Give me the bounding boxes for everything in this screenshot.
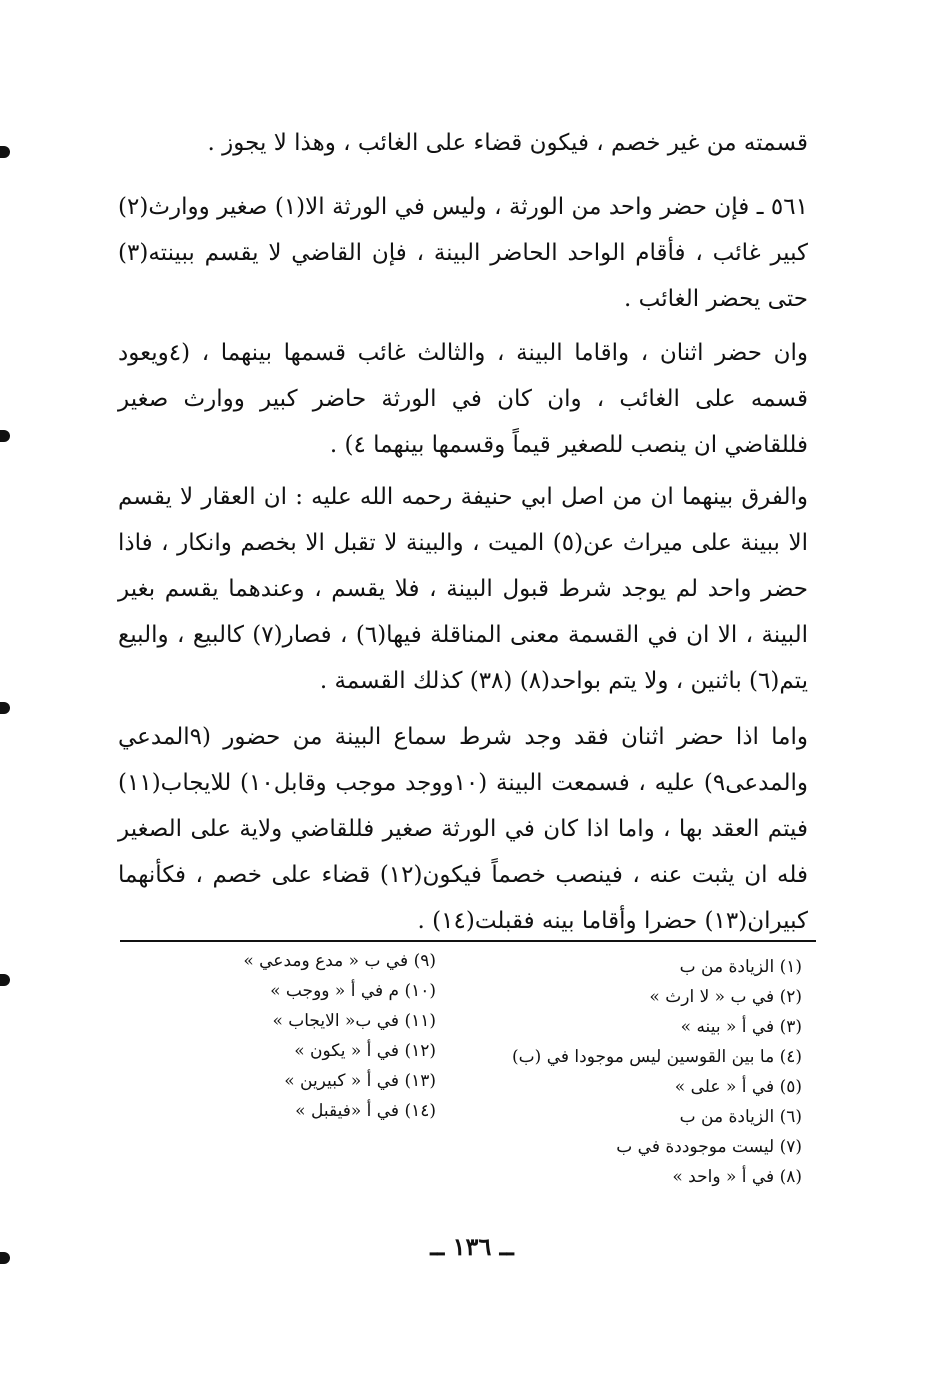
footnote-3: (٣) في أ « بينه » (680, 1017, 802, 1037)
footnote-13: (١٣) في أ « كبيرين » (284, 1071, 436, 1091)
footnote-1: (١) الزيادة من ب (679, 957, 802, 977)
margin-mark (0, 430, 10, 442)
footnote-14: (١٤) في أ «فيقبل » (295, 1101, 436, 1121)
paragraph-5: واما اذا حضر اثنان فقد وجد شرط سماع البينة من حضور (٩المدعي والمدعى٩) عليه ، فسمعت البينة (١٠ووجد موجب وقابل١٠) للايجاب(١١) فيتم العقد بها ، واما اذا كان في الورثة صغير فللقاضي ولاية على الصغير فله ان يثبت عنه ، فينصب خصماً فيكون(١٢) قضاء على خصم ، فكأنهما كبيران(١٣) حضرا وأقاما بينه فقبلت(١٤) . (118, 724, 808, 934)
margin-mark (0, 146, 10, 158)
footnotes-column-right (502, 952, 802, 1192)
footnote-5: (٥) في أ « على » (674, 1077, 802, 1097)
margin-mark (0, 974, 10, 986)
footnote-6: (٦) الزيادة من ب (679, 1107, 802, 1127)
footnote-4: (٤) ما بين القوسين ليس موجودا في (ب) (512, 1047, 802, 1067)
footnote-11: (١١) في ب« الايجاب » (272, 1011, 436, 1031)
footnote-7: (٧) ليست موجوددة في ب (616, 1137, 802, 1157)
margin-mark (0, 702, 10, 714)
footnotes-column-left (156, 946, 436, 1126)
footnote-divider (120, 940, 816, 942)
footnote-12: (١٢) في أ « يكون » (294, 1041, 436, 1061)
paragraph-4: والفرق بينهما ان من اصل ابي حنيفة رحمه الله عليه : ان العقار لا يقسم الا ببينة على ميراث عن(٥) الميت ، والبينة لا تقبل الا بخصم وانكار ، فاذا حضر واحد لم يوجد شرط قبول البينة ، فلا يقسم ، وعندهما يقسم بغير البينة ، الا ان في القسمة معنى المناقلة فيها(٦) ، فصار(٧) كالبيع ، والبيع يتم(٦) باثنين ، ولا يتم بواحد(٨) (٣٨) كذلك القسمة . (118, 484, 808, 694)
paragraph-2: ٥٦١ ـ فإن حضر واحد من الورثة ، وليس في الورثة الا(١) صغير ووارث(٢) كبير غائب ، فأقام الواحد الحاضر البينة ، فإن القاضي لا يقسم ببينته(٣) حتى يحضر الغائب . (118, 194, 808, 312)
margin-mark (0, 1252, 10, 1264)
paragraph-3: وان حضر اثنان ، واقاما البينة ، والثالث غائب قسمها بينهما ، (٤ويعود قسمه على الغائب ، وان كان في الورثة حاضر كبير ووارث صغير فللقاضي ان ينصب للصغير قيماً وقسمها بينهما ٤) . (118, 340, 808, 458)
footnote-10: (١٠) م في أ « ووجب » (270, 981, 436, 1001)
paragraph-1: قسمته من غير خصم ، فيكون قضاء على الغائب ، وهذا لا يجوز . (207, 130, 808, 156)
footnote-8: (٨) في أ « واحد » (672, 1167, 802, 1187)
footnote-2: (٢) في ب « لا ارث » (649, 987, 802, 1007)
page-number: ــ ١٣٦ ــ (430, 1232, 514, 1261)
footnote-9: (٩) في ب « مدع ومدعي » (243, 951, 436, 971)
